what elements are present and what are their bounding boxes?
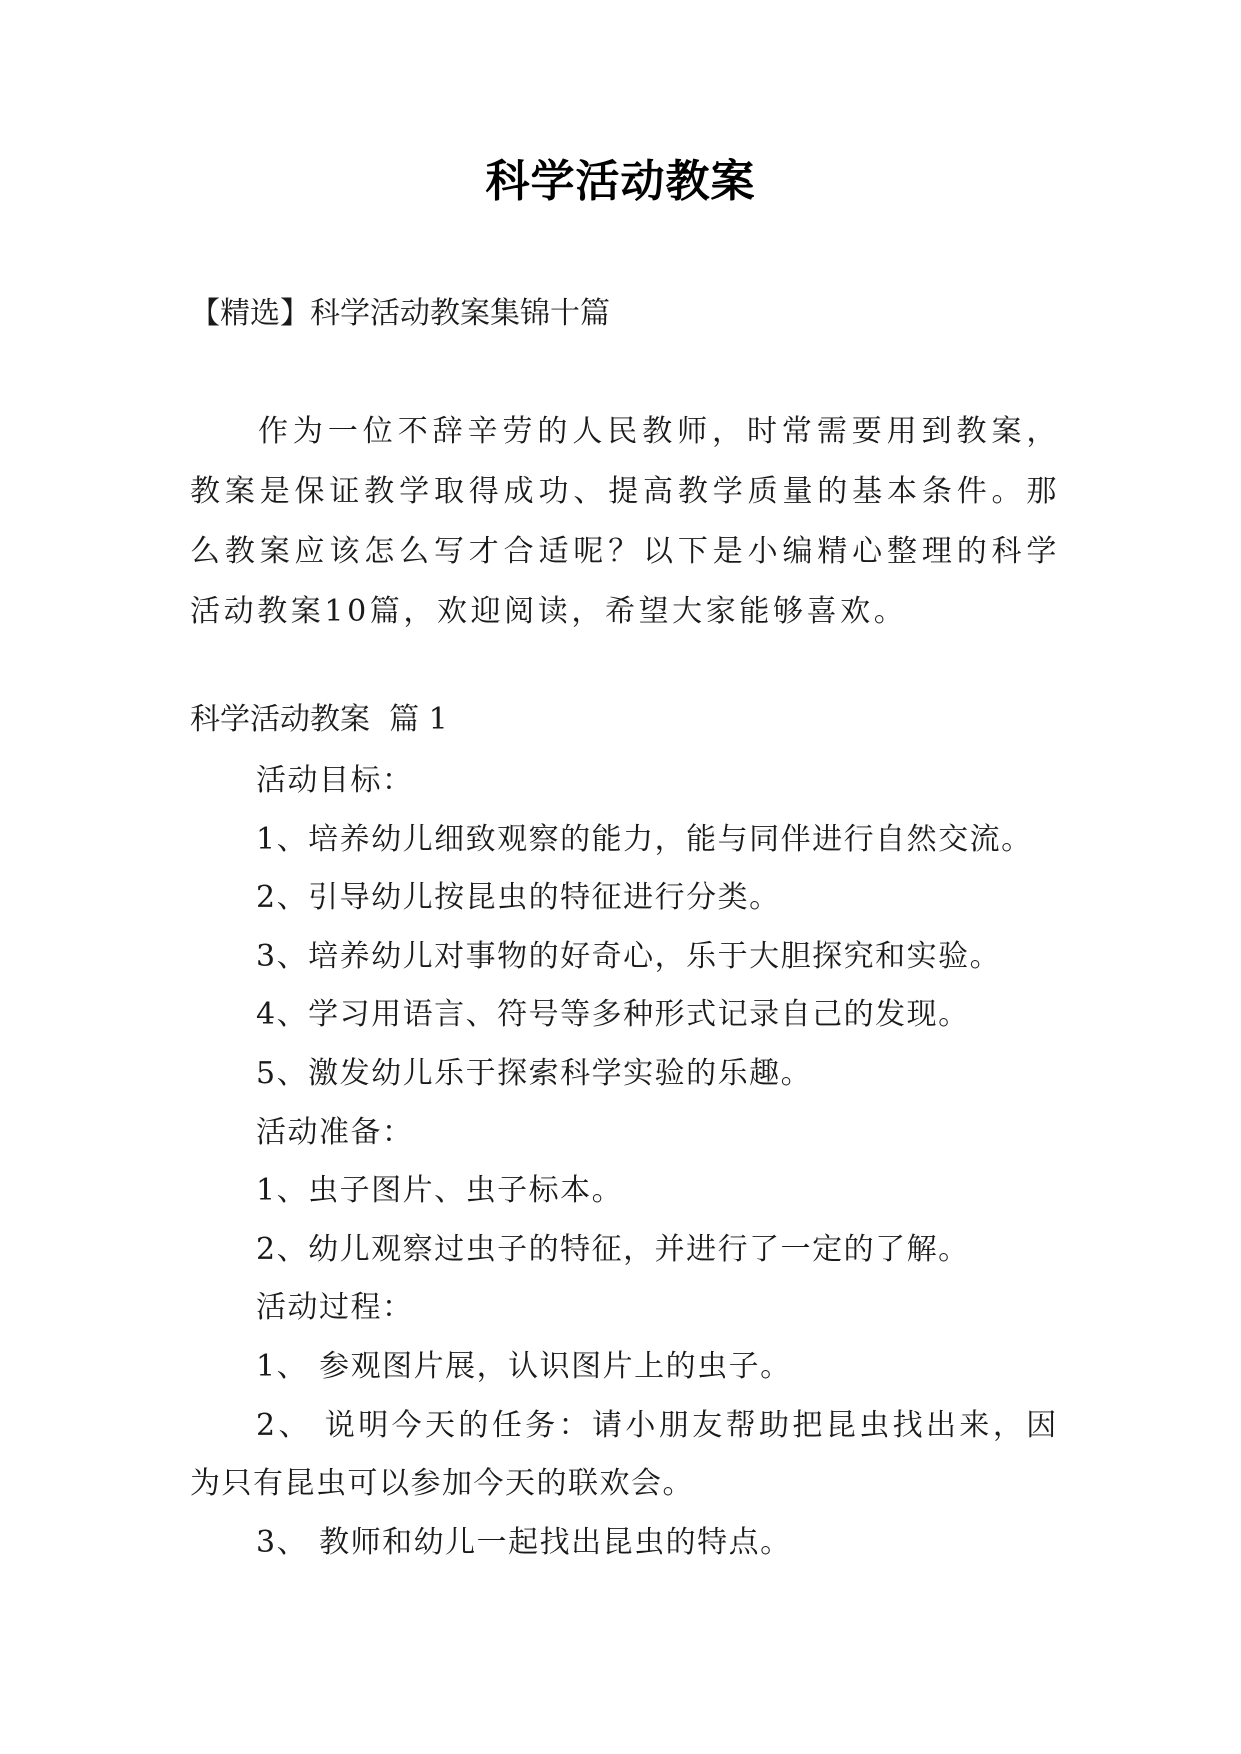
- document-title: 科学活动教案: [485, 156, 756, 207]
- process-item: 3、 教师和幼儿一起找出昆虫的特点。: [256, 1524, 792, 1560]
- process-item: 2、 说明今天的任务：请小朋友帮助把昆虫找出来，因: [256, 1407, 1060, 1443]
- goal-item: 3、培养幼儿对事物的好奇心，乐于大胆探究和实验。: [256, 938, 1002, 974]
- process-item-continuation: 为只有昆虫可以参加今天的联欢会。: [190, 1466, 694, 1502]
- intro-paragraph: 作为一位不辞辛劳的人民教师，时常需要用到教案，教案是保证教学取得成功、提高教学质量的基本条件。那么教案应该怎么写才合适呢？以下是小编精心整理的科学活动教案10篇，欢迎阅读，希望大家能够喜欢。: [190, 414, 1060, 629]
- goal-item: 5、激发幼儿乐于探索科学实验的乐趣。: [256, 1055, 813, 1091]
- preparation-item: 2、幼儿观察过虫子的特征，并进行了一定的了解。: [256, 1231, 970, 1267]
- preparation-item: 1、虫子图片、虫子标本。: [256, 1173, 624, 1209]
- goal-item: 1、培养幼儿细致观察的能力，能与同伴进行自然交流。: [256, 821, 1033, 857]
- goal-item: 2、引导幼儿按昆虫的特征进行分类。: [256, 880, 781, 916]
- document-subtitle: 【精选】科学活动教案集锦十篇: [190, 296, 610, 331]
- heading-activity-goals: 活动目标：: [256, 763, 414, 798]
- section-body: [190, 752, 1070, 1572]
- goal-item: 4、学习用语言、符号等多种形式记录自己的发现。: [256, 997, 970, 1033]
- process-item: 1、 参观图片展，认识图片上的虫子。: [256, 1348, 792, 1384]
- heading-activity-preparation: 活动准备：: [256, 1114, 414, 1150]
- heading-activity-process: 活动过程：: [256, 1290, 414, 1326]
- section-title: 科学活动教案 篇 1: [190, 702, 448, 737]
